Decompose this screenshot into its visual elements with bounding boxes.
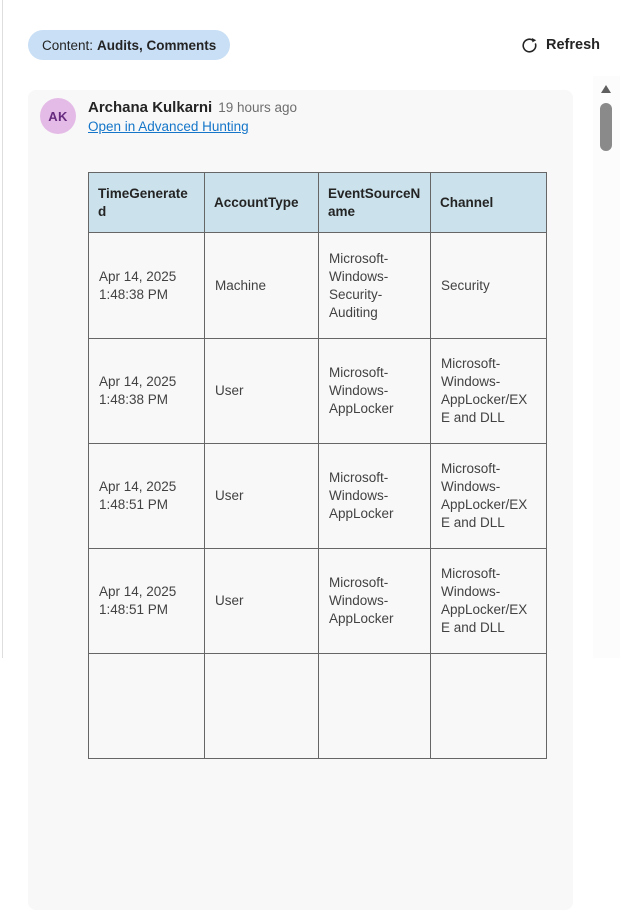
panel-left-border	[2, 0, 3, 658]
cell-timegenerated	[89, 654, 205, 759]
column-header-timegenerated: TimeGenerated	[89, 173, 205, 233]
cell-channel: Microsoft-Windows-AppLocker/EXE and DLL	[431, 444, 547, 549]
cell-eventsourcename: Microsoft-Windows-AppLocker	[319, 444, 431, 549]
audit-results-table	[88, 172, 547, 759]
cell-eventsourcename: Microsoft-Windows-Security-Auditing	[319, 233, 431, 339]
table-row	[89, 339, 547, 444]
cell-timegenerated: Apr 14, 2025 1:48:38 PM	[89, 339, 205, 444]
filter-chip-value: Audits, Comments	[97, 37, 217, 53]
cell-eventsourcename: Microsoft-Windows-AppLocker	[319, 339, 431, 444]
comment-author: Archana Kulkarni	[88, 99, 213, 116]
cell-channel: Microsoft-Windows-AppLocker/EXE and DLL	[431, 549, 547, 654]
cell-timegenerated: Apr 14, 2025 1:48:51 PM	[89, 444, 205, 549]
column-header-channel: Channel	[431, 173, 547, 233]
filter-chip-label: Content:	[42, 37, 94, 53]
cell-channel	[431, 654, 547, 759]
table-row	[89, 444, 547, 549]
cell-eventsourcename	[319, 654, 431, 759]
table-row	[89, 549, 547, 654]
column-header-eventsourcename: EventSourceName	[319, 173, 431, 233]
column-header-accounttype: AccountType	[205, 173, 319, 233]
vertical-scrollbar[interactable]	[593, 76, 620, 658]
refresh-button-label: Refresh	[546, 37, 600, 53]
open-in-advanced-hunting-link[interactable]: Open in Advanced Hunting	[88, 119, 249, 134]
cell-accounttype: Machine	[205, 233, 319, 339]
content-filter-chip[interactable]	[28, 30, 230, 60]
comment-header	[88, 99, 297, 117]
cell-timegenerated: Apr 14, 2025 1:48:38 PM	[89, 233, 205, 339]
cell-timegenerated: Apr 14, 2025 1:48:51 PM	[89, 549, 205, 654]
cell-accounttype: User	[205, 339, 319, 444]
table-row-partial	[89, 654, 547, 759]
cell-eventsourcename: Microsoft-Windows-AppLocker	[319, 549, 431, 654]
refresh-button[interactable]	[521, 32, 600, 58]
table-header-row	[89, 173, 547, 233]
scrollbar-thumb[interactable]	[600, 103, 612, 151]
cell-channel: Microsoft-Windows-AppLocker/EXE and DLL	[431, 339, 547, 444]
avatar: AK	[40, 98, 76, 134]
table-row	[89, 233, 547, 339]
cell-accounttype: User	[205, 549, 319, 654]
comments-toolbar	[28, 30, 604, 60]
cell-accounttype: User	[205, 444, 319, 549]
cell-accounttype	[205, 654, 319, 759]
comment-card	[28, 90, 573, 910]
cell-channel: Security	[431, 233, 547, 339]
comment-timestamp: 19 hours ago	[218, 100, 298, 115]
scrollbar-up-arrow-icon[interactable]	[601, 85, 611, 93]
refresh-icon	[521, 37, 538, 54]
